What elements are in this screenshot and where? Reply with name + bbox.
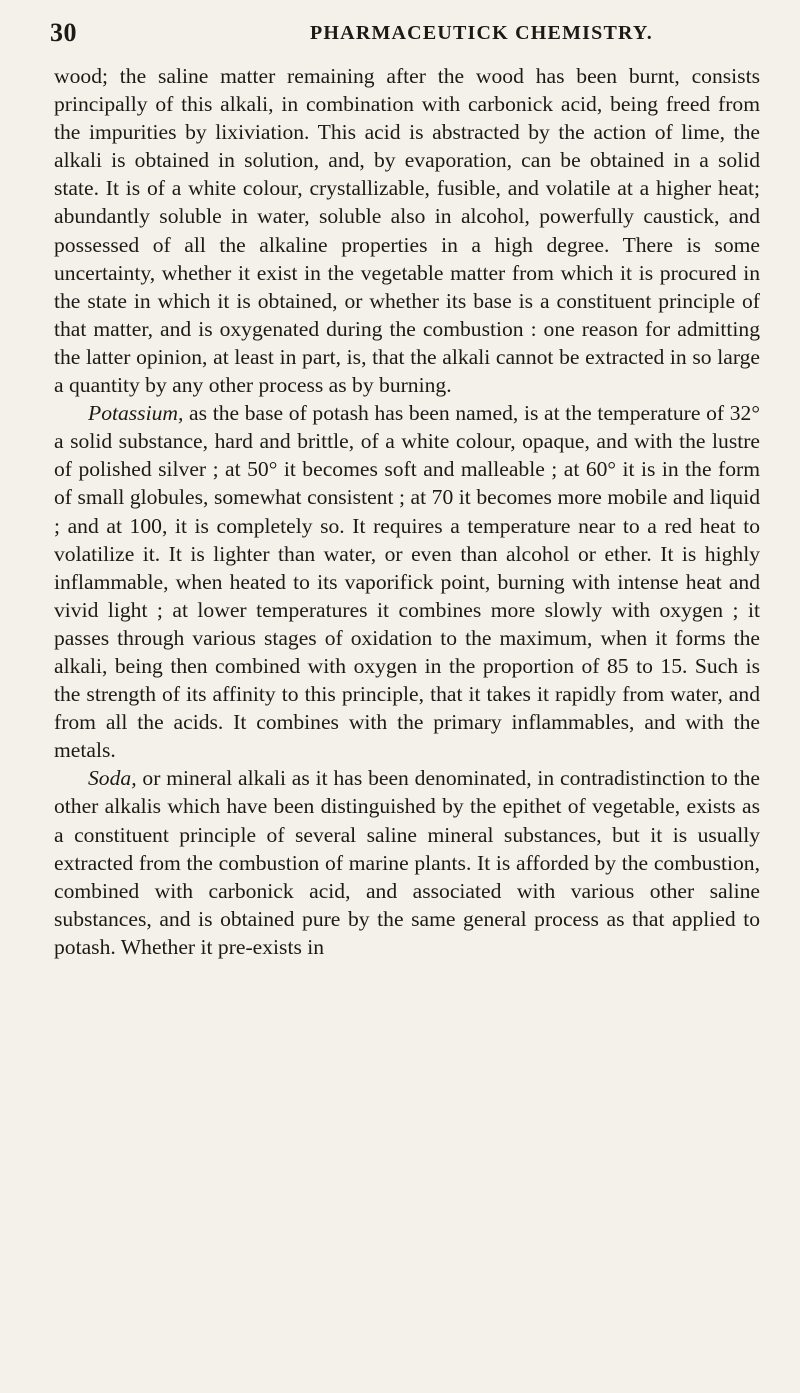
running-head: PHARMACEUTICK CHEMISTRY. bbox=[310, 22, 653, 44]
paragraph-text: or mineral alkali as it has been denominated, in contradistinction to the other alkalis which have been distinguished by the epithet of vegetable, exists as a constituent principle of several saline mineral substances, but it is usually extracted from the combustion of marine plants. It is afforded by the combustion, combined with carbonick acid, and associated with various other saline substances, and is obtained pure by the same general process as that applied to potash. Whether it pre-exists in bbox=[54, 766, 760, 959]
paragraph-text: wood; the saline matter remaining after the wood has been burnt, consists principally of this alkali, in combination with carbonick acid, being freed from the impurities by lixiviation. This acid is abstracted by the action of lime, the alkali is obtained in solution, and, by evaporation, can be obtained in a solid state. It is of a white colour, crystallizable, fusible, and volatile at a higher heat; abundantly soluble in water, soluble also in alcohol, powerfully caustick, and possessed of all the alkaline properties in a high degree. There is some uncertainty, whether it exist in the vegetable matter from which it is procured in the state in which it is obtained, or whether its base is a constituent principle of that matter, and is oxygenated during the combustion : one reason for admitting the latter opinion, at least in part, is, that the alkali cannot be extracted in so large a quantity by any other process as by burning. bbox=[54, 64, 760, 398]
paragraph-soda bbox=[54, 764, 760, 961]
term-potassium: Potassium, bbox=[88, 401, 184, 426]
body-text bbox=[54, 62, 760, 961]
page-header bbox=[40, 18, 760, 54]
paragraph-potassium bbox=[54, 399, 760, 764]
term-soda: Soda, bbox=[88, 766, 137, 791]
page-number: 30 bbox=[50, 18, 77, 47]
paragraph-text: as the base of potash has been named, is at the temperature of 32° a solid substance, hard and brittle, of a white colour, opaque, and with the lustre of polished silver ; at 50° it becomes soft and malleable ; at 60° it is in the form of small globules, somewhat consistent ; at 70 it becomes more mobile and liquid ; and at 100, it is completely so. It requires a temperature near to a red heat to volatilize it. It is lighter than water, or even than alcohol or ether. It is highly inflammable, when heated to its vaporifick point, burning with intense heat and vivid light ; at lower temperatures it combines more slowly with oxygen ; it passes through various stages of oxidation to the maximum, when it forms the alkali, being then combined with oxygen in the proportion of 85 to 15. Such is the strength of its affinity to this principle, that it takes it rapidly from water, and from all the acids. It combines with the primary inflammables, and with the metals. bbox=[54, 401, 760, 763]
paragraph-potash-continued bbox=[54, 62, 760, 399]
